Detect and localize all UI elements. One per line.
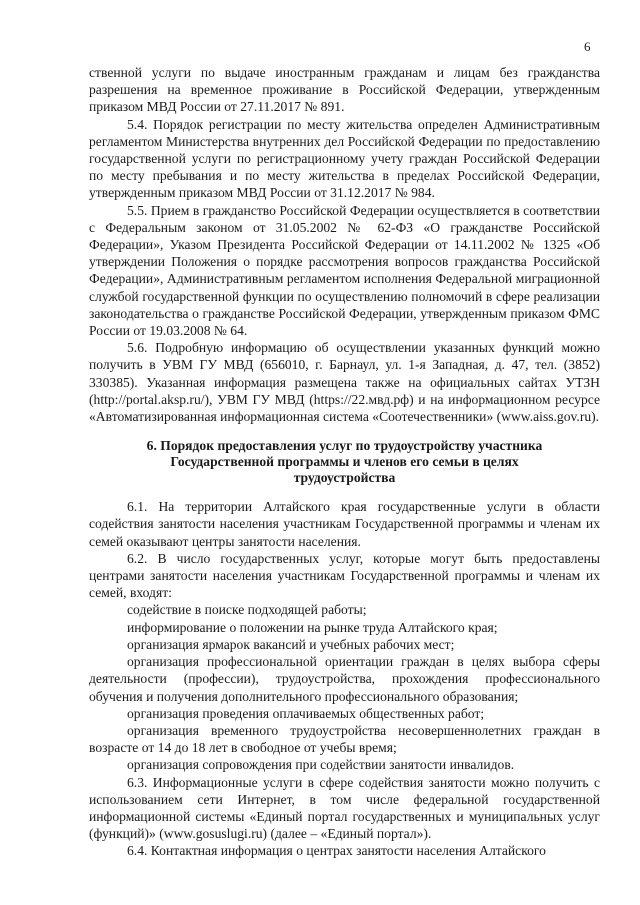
list-item: информирование о положении на рынке труда Алтайского края; [127,619,498,635]
paragraph-6-1: 6.1. На территории Алтайского края государственные услуги в области содействия занятости населения участникам Государственной программы и членам их семей оказывают центры занятости населения. [89,499,600,549]
document-body [89,64,600,860]
paragraph-6-2: 6.2. В число государственных услуг, которые могут быть предоставлены центрами занятости населения участникам Государственной программы и членам их семей, входят: [89,550,600,601]
list-item: содействие в поиске подходящей работы; [127,602,367,618]
list-item: организация проведения оплачиваемых общественных работ; [127,705,485,721]
paragraph-5-6: 5.6. Подробную информацию об осуществлении указанных функций можно получить в УВМ ГУ МВД (656010, г. Барнаул, ул. 1-я Западная, д. 47, тел. (3852) 330385). Указанная информация размещена также на официальных сайтах УТЗН (http://portal.aksp.ru/), УВМ ГУ МВД (https://22.мвд.рф) и на информационном ресурсе «Автоматизированная информационная система «Соотечественники» (www.aiss.gov.ru). [89,340,600,425]
paragraph-6-3: 6.3. Информационные услуги в сфере содействия занятости можно получить с использованием сети Интернет, в том числе федеральной государственной информационной системы «Единый портал государственных и муниципальных услуг (функций)» (www.gosuslugi.ru) (далее – «Единый портал»). [89,774,600,842]
list-item: организация сопровождения при содействии занятости инвалидов. [127,757,515,773]
page-number: 6 [584,39,591,54]
list-item: организация ярмарок вакансий и учебных рабочих мест; [127,636,455,652]
section-heading: 6. Порядок предоставления услуг по трудоустройству участника Государственной программы и членов его семьи в целях трудоустройства [146,438,543,486]
paragraph-5-4: 5.4. Порядок регистрации по месту жительства определен Административным регламентом Министерства внутренних дел Российской Федерации по предоставлению государственной услуги по регистрационному учету граждан Российской Федерации по месту пребывания и по месту жительства в пределах Российской Федерации, утвержденным приказом МВД России от 31.12.2017 № 984. [89,116,600,201]
paragraph-5-5: 5.5. Прием в гражданство Российской Федерации осуществляется в соответствии с Федеральным законом от 31.05.2002 № 62-ФЗ «О гражданстве Российской Федерации», Указом Президента Российской Федерации от 14.11.2002 № 1325 «Об утверждении Положения о порядке рассмотрения вопросов гражданства Российской Федерации», Административным регламентом исполнения Федеральной миграционной службой государственной функции по осуществлению полномочий в сфере реализации законодательства о гражданстве Российской Федерации, утвержденным приказом ФМС России от 19.03.2008 № 64. [89,202,600,339]
list-item: организация временного трудоустройства несовершеннолетних граждан в возрасте от 14 до 18 лет в свободное от учебы время; [89,722,600,756]
list-item: организация профессиональной ориентации граждан в целях выбора сферы деятельности (профессии), трудоустройства, прохождения профессионального обучения и получения дополнительного профессионального образования; [89,654,600,704]
paragraph-continuation: ственной услуги по выдаче иностранным гражданам и лицам без гражданства разрешения на временное проживание в Российской Федерации, утвержденным приказом МВД России от 27.11.2017 № 891. [89,65,600,115]
paragraph-6-4: 6.4. Контактная информация о центрах занятости населения Алтайского [127,843,546,859]
